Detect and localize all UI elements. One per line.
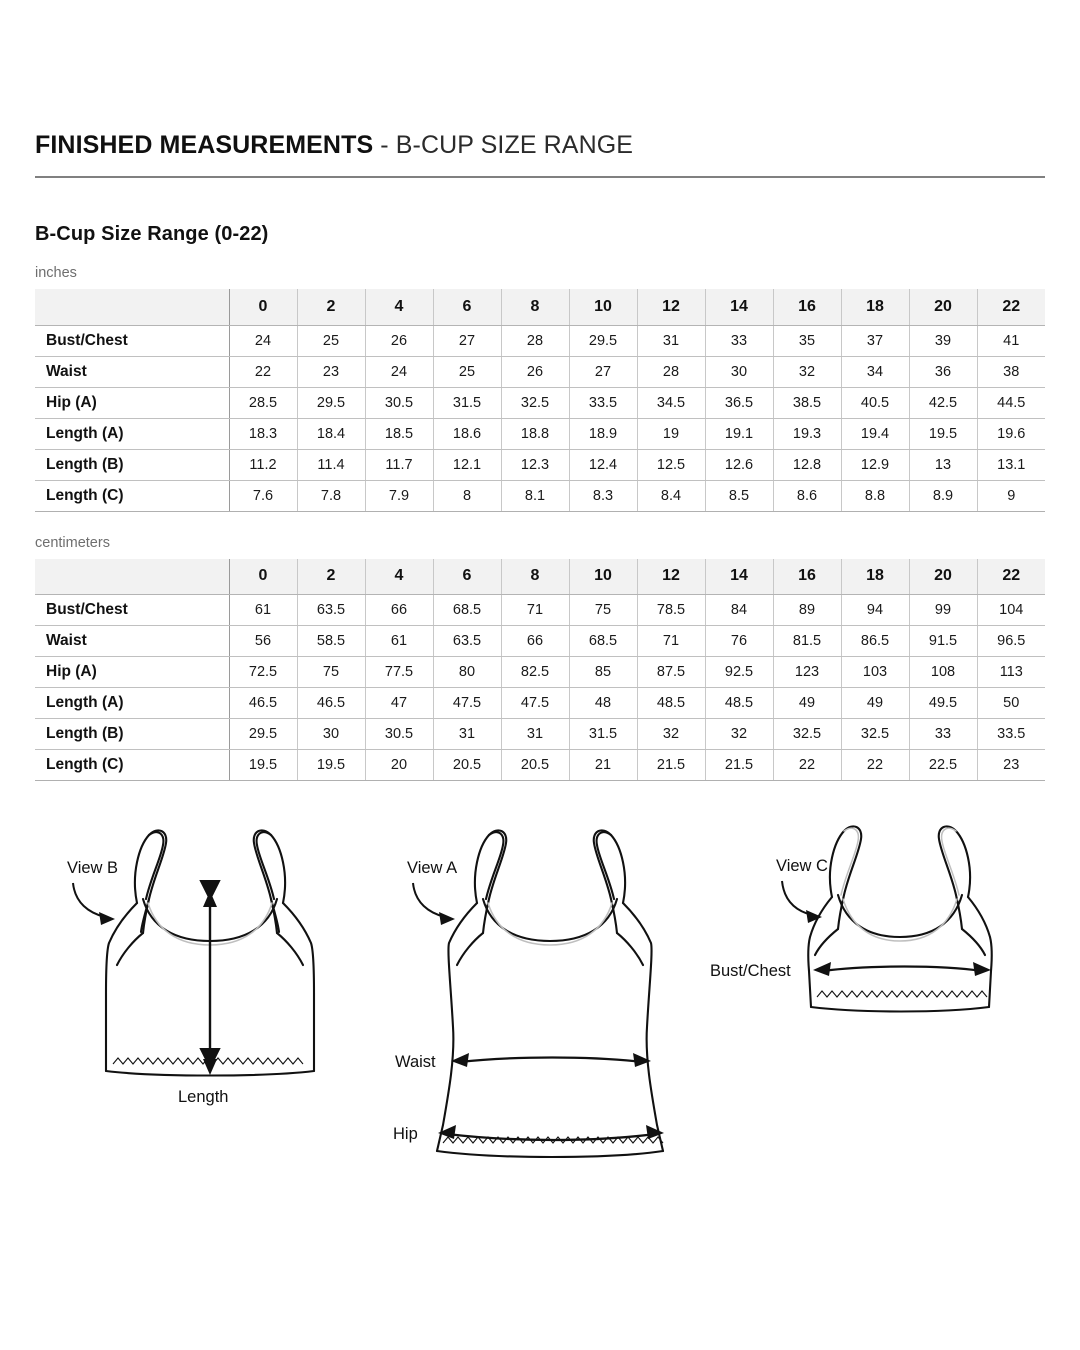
page-title-strong: FINISHED MEASUREMENTS — [35, 131, 374, 159]
cell: 78.5 — [637, 595, 705, 626]
cell: 7.8 — [297, 480, 365, 511]
cell: 85 — [569, 657, 637, 688]
cell: 19.5 — [297, 750, 365, 781]
row-label: Waist — [35, 356, 229, 387]
cell: 28 — [501, 325, 569, 356]
cell: 19.4 — [841, 418, 909, 449]
cell: 84 — [705, 595, 773, 626]
cell: 19.5 — [909, 418, 977, 449]
garment-outline — [437, 830, 663, 1157]
cell: 40.5 — [841, 387, 909, 418]
cell: 31 — [433, 719, 501, 750]
hem-stitch-line — [817, 991, 987, 997]
cell: 24 — [365, 356, 433, 387]
cell: 33 — [705, 325, 773, 356]
size-header-2: 2 — [297, 289, 365, 325]
cell: 49.5 — [909, 688, 977, 719]
hip-measure-arrow — [438, 1125, 664, 1140]
cell: 21 — [569, 750, 637, 781]
table-row — [35, 657, 1045, 688]
cell: 71 — [501, 595, 569, 626]
size-header-10: 10 — [569, 559, 637, 595]
table-header-row — [35, 559, 1045, 595]
document-header — [35, 0, 1045, 178]
measure-label-length: Length — [178, 1088, 229, 1106]
cell: 39 — [909, 325, 977, 356]
cell: 12.3 — [501, 449, 569, 480]
cell: 56 — [229, 626, 297, 657]
cell: 18.4 — [297, 418, 365, 449]
cell: 22 — [841, 750, 909, 781]
view-label: View B — [67, 859, 119, 877]
cell: 13 — [909, 449, 977, 480]
size-header-2: 2 — [297, 559, 365, 595]
table-row — [35, 626, 1045, 657]
size-header-12: 12 — [637, 559, 705, 595]
cell: 103 — [841, 657, 909, 688]
cell: 26 — [365, 325, 433, 356]
size-header-8: 8 — [501, 559, 569, 595]
cell: 12.8 — [773, 449, 841, 480]
cell: 12.4 — [569, 449, 637, 480]
view-label: View A — [407, 859, 458, 877]
illustration-view-b — [45, 819, 375, 1139]
cell: 29.5 — [229, 719, 297, 750]
measure-label-hip: Hip — [393, 1125, 418, 1143]
view-pointer-curve — [73, 883, 105, 917]
cell: 104 — [977, 595, 1045, 626]
size-header-12: 12 — [637, 289, 705, 325]
cell: 28 — [637, 356, 705, 387]
size-table-centimeters — [35, 559, 1045, 782]
cell: 108 — [909, 657, 977, 688]
cell: 89 — [773, 595, 841, 626]
page-title-light: - B-CUP SIZE RANGE — [380, 131, 634, 159]
garment-outline — [808, 826, 991, 1011]
cell: 92.5 — [705, 657, 773, 688]
cell: 41 — [977, 325, 1045, 356]
cell: 33.5 — [977, 719, 1045, 750]
size-header-22: 22 — [977, 289, 1045, 325]
cell: 12.9 — [841, 449, 909, 480]
measure-label-bust-chest: Bust/Chest — [710, 962, 791, 980]
cell: 123 — [773, 657, 841, 688]
cell: 32.5 — [841, 719, 909, 750]
cell: 18.9 — [569, 418, 637, 449]
cell: 29.5 — [569, 325, 637, 356]
cell: 33 — [909, 719, 977, 750]
cell: 7.6 — [229, 480, 297, 511]
cell: 32 — [637, 719, 705, 750]
cell: 48.5 — [637, 688, 705, 719]
cell: 32 — [705, 719, 773, 750]
cell: 63.5 — [297, 595, 365, 626]
cell: 8.5 — [705, 480, 773, 511]
cell: 91.5 — [909, 626, 977, 657]
cell: 46.5 — [229, 688, 297, 719]
cell: 75 — [569, 595, 637, 626]
section-title: B-Cup Size Range (0-22) — [35, 223, 269, 245]
cell: 19.5 — [229, 750, 297, 781]
size-header-0: 0 — [229, 289, 297, 325]
cell: 28.5 — [229, 387, 297, 418]
cell: 68.5 — [569, 626, 637, 657]
cell: 12.1 — [433, 449, 501, 480]
cell: 18.3 — [229, 418, 297, 449]
cell: 86.5 — [841, 626, 909, 657]
cell: 33.5 — [569, 387, 637, 418]
cell: 72.5 — [229, 657, 297, 688]
size-header-14: 14 — [705, 289, 773, 325]
view-label: View C — [776, 857, 828, 875]
bust-measure-arrow — [813, 962, 991, 976]
row-label: Length (B) — [35, 449, 229, 480]
size-header-16: 16 — [773, 559, 841, 595]
cell: 46.5 — [297, 688, 365, 719]
cell: 20.5 — [433, 750, 501, 781]
cell: 20 — [365, 750, 433, 781]
cell: 36 — [909, 356, 977, 387]
table-row — [35, 449, 1045, 480]
cell: 38 — [977, 356, 1045, 387]
cell: 49 — [773, 688, 841, 719]
cell: 30 — [705, 356, 773, 387]
size-header-6: 6 — [433, 559, 501, 595]
cell: 7.9 — [365, 480, 433, 511]
cell: 22.5 — [909, 750, 977, 781]
size-header-8: 8 — [501, 289, 569, 325]
cell: 22 — [229, 356, 297, 387]
cell: 19 — [637, 418, 705, 449]
cell: 30 — [297, 719, 365, 750]
table-row — [35, 750, 1045, 781]
cell: 30.5 — [365, 387, 433, 418]
table-row — [35, 418, 1045, 449]
cell: 27 — [569, 356, 637, 387]
size-header-16: 16 — [773, 289, 841, 325]
cell: 8.6 — [773, 480, 841, 511]
cell: 75 — [297, 657, 365, 688]
cell: 13.1 — [977, 449, 1045, 480]
full-tank-top-figure — [385, 819, 715, 1199]
size-header-4: 4 — [365, 559, 433, 595]
view-pointer-arrow — [439, 912, 455, 925]
row-label: Length (A) — [35, 688, 229, 719]
cell: 34 — [841, 356, 909, 387]
cell: 25 — [297, 325, 365, 356]
cell: 32.5 — [773, 719, 841, 750]
cell: 32.5 — [501, 387, 569, 418]
size-table-inches — [35, 289, 1045, 512]
cell: 23 — [297, 356, 365, 387]
cell: 34.5 — [637, 387, 705, 418]
cell: 11.7 — [365, 449, 433, 480]
cell: 113 — [977, 657, 1045, 688]
cell: 19.1 — [705, 418, 773, 449]
view-pointer-arrow — [99, 912, 115, 925]
table-row — [35, 387, 1045, 418]
size-header-0: 0 — [229, 559, 297, 595]
cell: 61 — [229, 595, 297, 626]
view-pointer-curve — [413, 883, 445, 917]
cell: 47.5 — [501, 688, 569, 719]
table-row — [35, 688, 1045, 719]
table-row — [35, 356, 1045, 387]
cell: 44.5 — [977, 387, 1045, 418]
size-header-22: 22 — [977, 559, 1045, 595]
size-header-18: 18 — [841, 289, 909, 325]
cell: 30.5 — [365, 719, 433, 750]
cell: 31 — [501, 719, 569, 750]
cell: 87.5 — [637, 657, 705, 688]
cell: 18.5 — [365, 418, 433, 449]
cell: 47 — [365, 688, 433, 719]
illustration-view-a — [385, 819, 715, 1199]
cell: 19.6 — [977, 418, 1045, 449]
table-body-inches — [35, 325, 1045, 511]
cell: 26 — [501, 356, 569, 387]
cell: 77.5 — [365, 657, 433, 688]
cell: 21.5 — [705, 750, 773, 781]
cell: 20.5 — [501, 750, 569, 781]
cell: 94 — [841, 595, 909, 626]
cell: 25 — [433, 356, 501, 387]
cell: 11.4 — [297, 449, 365, 480]
cell: 99 — [909, 595, 977, 626]
table-row — [35, 595, 1045, 626]
cell: 11.2 — [229, 449, 297, 480]
cell: 21.5 — [637, 750, 705, 781]
table-row — [35, 480, 1045, 511]
row-label: Length (A) — [35, 418, 229, 449]
cell: 8.9 — [909, 480, 977, 511]
row-label: Bust/Chest — [35, 595, 229, 626]
measure-label-waist: Waist — [395, 1053, 436, 1071]
cell: 31.5 — [433, 387, 501, 418]
cell: 63.5 — [433, 626, 501, 657]
row-label: Hip (A) — [35, 387, 229, 418]
cell: 19.3 — [773, 418, 841, 449]
size-header-4: 4 — [365, 289, 433, 325]
unit-label-centimeters: centimeters — [35, 534, 110, 551]
bra-top-figure — [710, 819, 1050, 1079]
waist-measure-arrow — [451, 1053, 651, 1067]
cell: 36.5 — [705, 387, 773, 418]
table-body-centimeters — [35, 595, 1045, 781]
cell: 35 — [773, 325, 841, 356]
row-label: Bust/Chest — [35, 325, 229, 356]
table-head-inches — [35, 289, 1045, 325]
table-row — [35, 325, 1045, 356]
cell: 18.8 — [501, 418, 569, 449]
row-label: Length (C) — [35, 480, 229, 511]
cell: 66 — [501, 626, 569, 657]
cell: 9 — [977, 480, 1045, 511]
row-label: Length (B) — [35, 719, 229, 750]
row-label: Length (C) — [35, 750, 229, 781]
size-header-18: 18 — [841, 559, 909, 595]
cell: 68.5 — [433, 595, 501, 626]
cell: 27 — [433, 325, 501, 356]
garment-illustrations — [35, 819, 1045, 1209]
cell: 8.1 — [501, 480, 569, 511]
cell: 47.5 — [433, 688, 501, 719]
cell: 12.5 — [637, 449, 705, 480]
cell: 8 — [433, 480, 501, 511]
unit-label-inches: inches — [35, 265, 77, 281]
size-header-20: 20 — [909, 289, 977, 325]
table-head-centimeters — [35, 559, 1045, 595]
title-divider — [35, 176, 1045, 178]
view-pointer-arrow — [806, 910, 822, 923]
cell: 42.5 — [909, 387, 977, 418]
cell: 82.5 — [501, 657, 569, 688]
page-title — [35, 128, 1045, 162]
cell: 76 — [705, 626, 773, 657]
cell: 31 — [637, 325, 705, 356]
cell: 58.5 — [297, 626, 365, 657]
cell: 81.5 — [773, 626, 841, 657]
cell: 8.4 — [637, 480, 705, 511]
cell: 49 — [841, 688, 909, 719]
cell: 24 — [229, 325, 297, 356]
arrow-head-down — [203, 1059, 217, 1075]
size-header-20: 20 — [909, 559, 977, 595]
cell: 18.6 — [433, 418, 501, 449]
cell: 23 — [977, 750, 1045, 781]
cell: 31.5 — [569, 719, 637, 750]
view-pointer-curve — [782, 881, 812, 915]
cell: 38.5 — [773, 387, 841, 418]
row-label: Hip (A) — [35, 657, 229, 688]
cell: 29.5 — [297, 387, 365, 418]
cell: 80 — [433, 657, 501, 688]
cell: 8.8 — [841, 480, 909, 511]
size-header-14: 14 — [705, 559, 773, 595]
cell: 12.6 — [705, 449, 773, 480]
table-row — [35, 719, 1045, 750]
arrow-head-up — [203, 891, 217, 907]
table-corner-cell — [35, 289, 229, 325]
cell: 61 — [365, 626, 433, 657]
table-corner-cell — [35, 559, 229, 595]
cell: 22 — [773, 750, 841, 781]
cell: 96.5 — [977, 626, 1045, 657]
row-label: Waist — [35, 626, 229, 657]
cell: 8.3 — [569, 480, 637, 511]
size-header-10: 10 — [569, 289, 637, 325]
cell: 71 — [637, 626, 705, 657]
cell: 48.5 — [705, 688, 773, 719]
illustration-view-c — [710, 819, 1050, 1079]
size-header-6: 6 — [433, 289, 501, 325]
cell: 50 — [977, 688, 1045, 719]
cell: 32 — [773, 356, 841, 387]
cell: 66 — [365, 595, 433, 626]
cropped-tank-top-figure — [45, 819, 375, 1139]
cell: 48 — [569, 688, 637, 719]
cell: 37 — [841, 325, 909, 356]
table-header-row — [35, 289, 1045, 325]
